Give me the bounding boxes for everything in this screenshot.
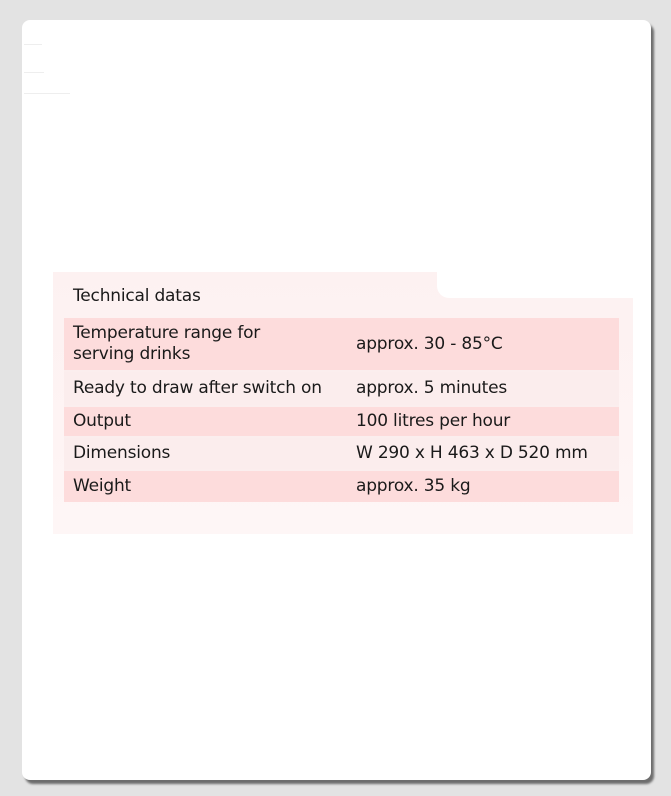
divider — [24, 72, 44, 73]
row-label: Output — [73, 411, 131, 431]
technical-data-table — [64, 318, 619, 502]
row-label-line: Temperature range for — [73, 323, 261, 343]
table-row-weight — [64, 471, 619, 502]
row-value: approx. 35 kg — [356, 476, 471, 496]
row-label: Dimensions — [73, 443, 171, 463]
technical-data-title: Technical datas — [73, 286, 201, 306]
row-label-line: serving drinks — [73, 344, 191, 364]
table-row-ready — [64, 372, 619, 407]
row-label: Ready to draw after switch on — [73, 378, 322, 398]
row-label: Weight — [73, 476, 132, 496]
table-row-output — [64, 407, 619, 438]
row-value: 100 litres per hour — [356, 411, 511, 431]
panel-tab-cutout — [437, 272, 637, 298]
table-row-temperature — [64, 318, 619, 372]
table-row-dimensions — [64, 438, 619, 471]
divider — [24, 93, 70, 94]
row-value: W 290 x H 463 x D 520 mm — [356, 443, 588, 463]
row-label — [64, 323, 356, 365]
row-value: approx. 30 - 85°C — [356, 333, 503, 354]
divider — [24, 44, 42, 45]
row-value: approx. 5 minutes — [356, 378, 507, 398]
